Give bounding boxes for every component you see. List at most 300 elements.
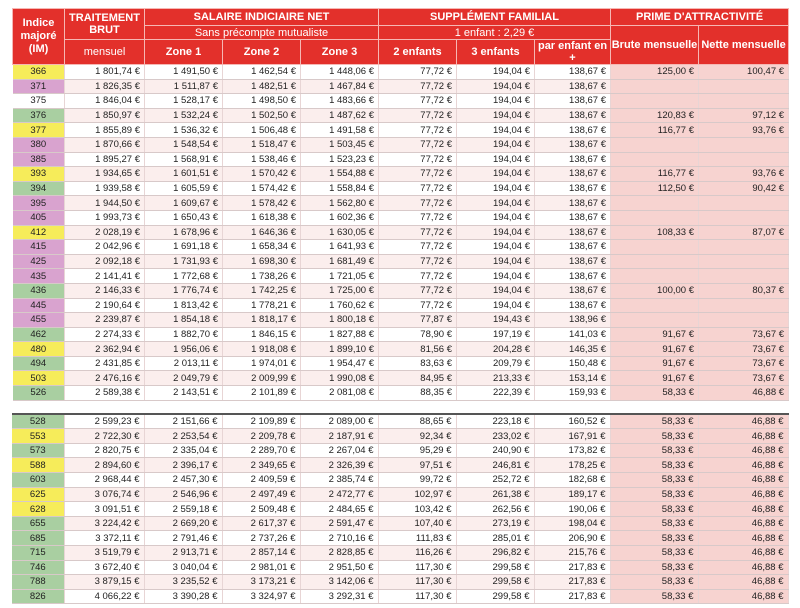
salary-table-upper — [12, 8, 789, 401]
header-salaire-sub: Sans précompte mutualiste — [145, 26, 379, 40]
table-row — [13, 313, 789, 328]
supplement-par-enfant-cell: 146,35 € — [535, 342, 611, 357]
zone3-cell: 1 491,58 € — [301, 123, 379, 138]
zone3-cell: 2 484,65 € — [300, 502, 378, 517]
supplement-3-enfants-cell: 194,04 € — [457, 181, 535, 196]
header-salaire: SALAIRE INDICIAIRE NET — [145, 9, 379, 26]
supplement-2-enfants-cell: 77,87 € — [379, 313, 457, 328]
supplement-2-enfants-cell: 116,26 € — [378, 546, 456, 561]
zone1-cell: 2 559,18 € — [144, 502, 222, 517]
prime-brute-cell: 112,50 € — [611, 181, 699, 196]
supplement-3-enfants-cell: 194,43 € — [457, 313, 535, 328]
zone1-cell: 2 396,17 € — [144, 458, 222, 473]
header-indice: Indice majoré (IM) — [13, 9, 65, 65]
zone2-cell: 2 857,14 € — [222, 546, 300, 561]
prime-brute-cell: 91,67 € — [611, 371, 699, 386]
table-row — [13, 225, 789, 240]
zone3-cell: 1 760,62 € — [301, 298, 379, 313]
prime-brute-cell: 58,33 € — [610, 443, 698, 458]
traitement-brut-cell: 2 431,85 € — [65, 356, 145, 371]
table-row — [13, 108, 789, 123]
table-row — [13, 269, 789, 284]
supplement-par-enfant-cell: 138,67 € — [535, 94, 611, 109]
supplement-2-enfants-cell: 92,34 € — [378, 429, 456, 444]
indice-cell: 553 — [12, 429, 64, 444]
zone1-cell: 2 913,71 € — [144, 546, 222, 561]
zone2-cell: 1 846,15 € — [223, 327, 301, 342]
table-row — [12, 487, 788, 502]
supplement-par-enfant-cell: 138,67 € — [535, 254, 611, 269]
indice-cell: 385 — [13, 152, 65, 167]
traitement-brut-cell: 2 820,75 € — [64, 443, 144, 458]
supplement-2-enfants-cell: 77,72 € — [379, 298, 457, 313]
supplement-3-enfants-cell: 194,04 € — [457, 65, 535, 80]
supplement-3-enfants-cell: 262,56 € — [456, 502, 534, 517]
zone2-cell: 1 658,34 € — [223, 240, 301, 255]
supplement-par-enfant-cell: 178,25 € — [534, 458, 610, 473]
table-row — [12, 458, 788, 473]
prime-nette-cell: 73,67 € — [699, 371, 789, 386]
supplement-par-enfant-cell: 206,90 € — [534, 531, 610, 546]
prime-nette-cell: 46,88 € — [698, 546, 788, 561]
zone2-cell: 1 482,51 € — [223, 79, 301, 94]
supplement-3-enfants-cell: 194,04 € — [457, 137, 535, 152]
supplement-3-enfants-cell: 194,04 € — [457, 196, 535, 211]
supplement-par-enfant-cell: 215,76 € — [534, 546, 610, 561]
traitement-brut-cell: 3 224,42 € — [64, 516, 144, 531]
indice-cell: 412 — [13, 225, 65, 240]
prime-nette-cell: 46,88 € — [698, 487, 788, 502]
header-zone2: Zone 2 — [223, 40, 301, 65]
zone2-cell: 1 462,54 € — [223, 65, 301, 80]
prime-nette-cell — [699, 94, 789, 109]
zone3-cell: 1 827,88 € — [301, 327, 379, 342]
indice-cell: 685 — [12, 531, 64, 546]
supplement-2-enfants-cell: 77,72 € — [379, 167, 457, 182]
traitement-brut-cell: 2 599,23 € — [64, 414, 144, 429]
header-par-enfant: par enfant en + — [535, 40, 611, 65]
zone1-cell: 1 491,50 € — [145, 65, 223, 80]
supplement-2-enfants-cell: 77,72 € — [379, 65, 457, 80]
table-row — [13, 181, 789, 196]
prime-nette-cell — [699, 313, 789, 328]
supplement-2-enfants-cell: 117,30 € — [378, 575, 456, 590]
supplement-3-enfants-cell: 194,04 € — [457, 254, 535, 269]
table-row — [12, 575, 788, 590]
supplement-par-enfant-cell: 198,04 € — [534, 516, 610, 531]
supplement-par-enfant-cell: 138,67 € — [535, 137, 611, 152]
supplement-3-enfants-cell: 233,02 € — [456, 429, 534, 444]
prime-brute-cell — [611, 79, 699, 94]
prime-brute-cell: 116,77 € — [611, 123, 699, 138]
prime-brute-cell — [611, 94, 699, 109]
supplement-par-enfant-cell: 138,96 € — [535, 313, 611, 328]
zone2-cell: 1 618,38 € — [223, 210, 301, 225]
zone2-cell: 1 538,46 € — [223, 152, 301, 167]
indice-cell: 494 — [13, 356, 65, 371]
zone3-cell: 1 503,45 € — [301, 137, 379, 152]
table-body-lower — [12, 414, 788, 604]
prime-nette-cell: 100,47 € — [699, 65, 789, 80]
table-row — [12, 414, 788, 429]
prime-nette-cell: 73,67 € — [699, 356, 789, 371]
indice-cell: 425 — [13, 254, 65, 269]
prime-nette-cell: 46,88 € — [698, 516, 788, 531]
supplement-3-enfants-cell: 194,04 € — [457, 152, 535, 167]
supplement-par-enfant-cell: 182,68 € — [534, 473, 610, 488]
supplement-3-enfants-cell: 299,58 € — [456, 575, 534, 590]
zone3-cell: 3 142,06 € — [300, 575, 378, 590]
supplement-2-enfants-cell: 107,40 € — [378, 516, 456, 531]
prime-nette-cell: 46,88 € — [698, 414, 788, 429]
header-brute: Brute mensuelle — [611, 26, 699, 65]
prime-brute-cell: 58,33 € — [610, 531, 698, 546]
indice-cell: 655 — [12, 516, 64, 531]
supplement-par-enfant-cell: 153,14 € — [535, 371, 611, 386]
supplement-par-enfant-cell: 160,52 € — [534, 414, 610, 429]
zone2-cell: 2 981,01 € — [222, 560, 300, 575]
table-row — [13, 342, 789, 357]
zone2-cell: 1 698,30 € — [223, 254, 301, 269]
indice-cell: 366 — [13, 65, 65, 80]
indice-cell: 628 — [12, 502, 64, 517]
prime-nette-cell: 90,42 € — [699, 181, 789, 196]
zone1-cell: 3 390,28 € — [144, 589, 222, 604]
supplement-2-enfants-cell: 77,72 € — [379, 225, 457, 240]
table-row — [12, 546, 788, 561]
header-traitement-sub: mensuel — [65, 40, 145, 65]
indice-cell: 376 — [13, 108, 65, 123]
supplement-par-enfant-cell: 167,91 € — [534, 429, 610, 444]
zone3-cell: 2 591,47 € — [300, 516, 378, 531]
prime-nette-cell: 73,67 € — [699, 327, 789, 342]
traitement-brut-cell: 1 855,89 € — [65, 123, 145, 138]
supplement-3-enfants-cell: 194,04 € — [457, 283, 535, 298]
prime-nette-cell: 97,12 € — [699, 108, 789, 123]
header-zone1: Zone 1 — [145, 40, 223, 65]
zone1-cell: 1 772,68 € — [145, 269, 223, 284]
supplement-par-enfant-cell: 217,83 € — [534, 575, 610, 590]
zone3-cell: 1 641,93 € — [301, 240, 379, 255]
supplement-2-enfants-cell: 77,72 € — [379, 181, 457, 196]
zone3-cell: 2 710,16 € — [300, 531, 378, 546]
zone3-cell: 2 472,77 € — [300, 487, 378, 502]
indice-cell: 375 — [13, 94, 65, 109]
table-row — [13, 254, 789, 269]
traitement-brut-cell: 1 895,27 € — [65, 152, 145, 167]
zone3-cell: 2 828,85 € — [300, 546, 378, 561]
supplement-par-enfant-cell: 138,67 € — [535, 298, 611, 313]
table-row — [13, 298, 789, 313]
header-supplement-sub: 1 enfant : 2,29 € — [379, 26, 611, 40]
zone1-cell: 1 536,32 € — [145, 123, 223, 138]
supplement-3-enfants-cell: 194,04 € — [457, 298, 535, 313]
supplement-3-enfants-cell: 194,04 € — [457, 240, 535, 255]
traitement-brut-cell: 2 042,96 € — [65, 240, 145, 255]
indice-cell: 480 — [13, 342, 65, 357]
zone2-cell: 2 101,89 € — [223, 386, 301, 401]
traitement-brut-cell: 2 146,33 € — [65, 283, 145, 298]
zone1-cell: 1 609,67 € — [145, 196, 223, 211]
prime-nette-cell — [699, 196, 789, 211]
prime-nette-cell: 46,88 € — [698, 589, 788, 604]
supplement-par-enfant-cell: 138,67 € — [535, 79, 611, 94]
prime-nette-cell: 46,88 € — [698, 458, 788, 473]
indice-cell: 436 — [13, 283, 65, 298]
traitement-brut-cell: 3 519,79 € — [64, 546, 144, 561]
table-row — [13, 152, 789, 167]
prime-nette-cell — [699, 137, 789, 152]
zone3-cell: 2 385,74 € — [300, 473, 378, 488]
indice-cell: 788 — [12, 575, 64, 590]
indice-cell: 380 — [13, 137, 65, 152]
prime-brute-cell: 91,67 € — [611, 356, 699, 371]
supplement-3-enfants-cell: 197,19 € — [457, 327, 535, 342]
supplement-2-enfants-cell: 77,72 € — [379, 196, 457, 211]
indice-cell: 573 — [12, 443, 64, 458]
zone2-cell: 2 289,70 € — [222, 443, 300, 458]
table-row — [13, 210, 789, 225]
traitement-brut-cell: 3 879,15 € — [64, 575, 144, 590]
table-row — [13, 371, 789, 386]
zone1-cell: 1 776,74 € — [145, 283, 223, 298]
zone1-cell: 1 854,18 € — [145, 313, 223, 328]
supplement-3-enfants-cell: 194,04 € — [457, 167, 535, 182]
zone1-cell: 3 040,04 € — [144, 560, 222, 575]
prime-brute-cell: 91,67 € — [611, 342, 699, 357]
prime-nette-cell — [699, 298, 789, 313]
zone2-cell: 2 209,78 € — [222, 429, 300, 444]
traitement-brut-cell: 1 944,50 € — [65, 196, 145, 211]
zone2-cell: 1 918,08 € — [223, 342, 301, 357]
zone1-cell: 2 049,79 € — [145, 371, 223, 386]
zone2-cell: 1 506,48 € — [223, 123, 301, 138]
indice-cell: 395 — [13, 196, 65, 211]
table-row — [13, 137, 789, 152]
zone3-cell: 1 487,62 € — [301, 108, 379, 123]
supplement-par-enfant-cell: 138,67 € — [535, 240, 611, 255]
prime-nette-cell — [699, 210, 789, 225]
supplement-par-enfant-cell: 217,83 € — [534, 589, 610, 604]
zone2-cell: 2 349,65 € — [222, 458, 300, 473]
zone1-cell: 1 678,96 € — [145, 225, 223, 240]
traitement-brut-cell: 1 850,97 € — [65, 108, 145, 123]
indice-cell: 462 — [13, 327, 65, 342]
prime-nette-cell: 73,67 € — [699, 342, 789, 357]
zone2-cell: 2 109,89 € — [222, 414, 300, 429]
zone1-cell: 1 691,18 € — [145, 240, 223, 255]
supplement-par-enfant-cell: 138,67 € — [535, 225, 611, 240]
supplement-par-enfant-cell: 138,67 € — [535, 181, 611, 196]
prime-nette-cell — [699, 254, 789, 269]
zone1-cell: 2 143,51 € — [145, 386, 223, 401]
zone1-cell: 1 956,06 € — [145, 342, 223, 357]
zone2-cell: 1 742,25 € — [223, 283, 301, 298]
header-zone3: Zone 3 — [301, 40, 379, 65]
prime-brute-cell — [611, 240, 699, 255]
zone2-cell: 2 009,99 € — [223, 371, 301, 386]
zone3-cell: 1 558,84 € — [301, 181, 379, 196]
header-supplement: SUPPLÉMENT FAMILIAL — [379, 9, 611, 26]
supplement-2-enfants-cell: 77,72 € — [379, 79, 457, 94]
zone2-cell: 1 578,42 € — [223, 196, 301, 211]
prime-nette-cell: 46,88 € — [698, 473, 788, 488]
supplement-par-enfant-cell: 141,03 € — [535, 327, 611, 342]
traitement-brut-cell: 1 801,74 € — [65, 65, 145, 80]
table-row — [13, 327, 789, 342]
supplement-3-enfants-cell: 285,01 € — [456, 531, 534, 546]
traitement-brut-cell: 2 092,18 € — [65, 254, 145, 269]
supplement-2-enfants-cell: 77,72 € — [379, 94, 457, 109]
indice-cell: 526 — [13, 386, 65, 401]
traitement-brut-cell: 2 476,16 € — [65, 371, 145, 386]
supplement-par-enfant-cell: 138,67 € — [535, 65, 611, 80]
traitement-brut-cell: 4 066,22 € — [64, 589, 144, 604]
supplement-2-enfants-cell: 88,35 € — [379, 386, 457, 401]
zone2-cell: 3 173,21 € — [222, 575, 300, 590]
prime-nette-cell: 46,88 € — [698, 560, 788, 575]
supplement-3-enfants-cell: 252,72 € — [456, 473, 534, 488]
prime-brute-cell — [611, 210, 699, 225]
prime-brute-cell: 58,33 € — [610, 546, 698, 561]
prime-brute-cell — [611, 298, 699, 313]
zone3-cell: 1 800,18 € — [301, 313, 379, 328]
prime-nette-cell — [699, 269, 789, 284]
prime-brute-cell — [611, 269, 699, 284]
zone3-cell: 1 954,47 € — [301, 356, 379, 371]
zone3-cell: 2 326,39 € — [300, 458, 378, 473]
prime-brute-cell — [611, 254, 699, 269]
supplement-2-enfants-cell: 78,90 € — [379, 327, 457, 342]
supplement-2-enfants-cell: 77,72 € — [379, 254, 457, 269]
zone3-cell: 1 554,88 € — [301, 167, 379, 182]
traitement-brut-cell: 3 076,74 € — [64, 487, 144, 502]
indice-cell: 625 — [12, 487, 64, 502]
table-row — [13, 196, 789, 211]
traitement-brut-cell: 1 870,66 € — [65, 137, 145, 152]
zone2-cell: 1 502,50 € — [223, 108, 301, 123]
supplement-2-enfants-cell: 99,72 € — [378, 473, 456, 488]
prime-nette-cell — [699, 79, 789, 94]
supplement-par-enfant-cell: 138,67 € — [535, 123, 611, 138]
supplement-2-enfants-cell: 117,30 € — [378, 560, 456, 575]
zone2-cell: 2 497,49 € — [222, 487, 300, 502]
zone1-cell: 2 253,54 € — [144, 429, 222, 444]
traitement-brut-cell: 2 239,87 € — [65, 313, 145, 328]
traitement-brut-cell: 3 672,40 € — [64, 560, 144, 575]
supplement-par-enfant-cell: 138,67 € — [535, 210, 611, 225]
zone1-cell: 1 568,91 € — [145, 152, 223, 167]
supplement-2-enfants-cell: 83,63 € — [379, 356, 457, 371]
supplement-3-enfants-cell: 213,33 € — [457, 371, 535, 386]
indice-cell: 393 — [13, 167, 65, 182]
supplement-par-enfant-cell: 159,93 € — [535, 386, 611, 401]
zone3-cell: 1 899,10 € — [301, 342, 379, 357]
prime-nette-cell: 46,88 € — [698, 531, 788, 546]
zone3-cell: 1 448,06 € — [301, 65, 379, 80]
prime-brute-cell: 116,77 € — [611, 167, 699, 182]
supplement-3-enfants-cell: 194,04 € — [457, 79, 535, 94]
supplement-2-enfants-cell: 103,42 € — [378, 502, 456, 517]
table-row — [13, 283, 789, 298]
prime-nette-cell: 46,88 € — [698, 502, 788, 517]
supplement-3-enfants-cell: 194,04 € — [457, 225, 535, 240]
supplement-par-enfant-cell: 150,48 € — [535, 356, 611, 371]
prime-nette-cell: 87,07 € — [699, 225, 789, 240]
supplement-3-enfants-cell: 246,81 € — [456, 458, 534, 473]
traitement-brut-cell: 1 846,04 € — [65, 94, 145, 109]
indice-cell: 377 — [13, 123, 65, 138]
prime-brute-cell: 58,33 € — [610, 575, 698, 590]
supplement-3-enfants-cell: 273,19 € — [456, 516, 534, 531]
table-row — [13, 386, 789, 401]
indice-cell: 435 — [13, 269, 65, 284]
supplement-2-enfants-cell: 77,72 € — [379, 283, 457, 298]
prime-nette-cell — [699, 240, 789, 255]
supplement-3-enfants-cell: 296,82 € — [456, 546, 534, 561]
prime-brute-cell: 58,33 € — [610, 458, 698, 473]
salary-table-lower — [12, 413, 789, 605]
zone3-cell: 1 990,08 € — [301, 371, 379, 386]
indice-cell: 455 — [13, 313, 65, 328]
table-row — [13, 167, 789, 182]
table-body-upper — [13, 65, 789, 401]
header-2-enfants: 2 enfants — [379, 40, 457, 65]
supplement-2-enfants-cell: 81,56 € — [379, 342, 457, 357]
table-row — [12, 531, 788, 546]
zone3-cell: 1 523,23 € — [301, 152, 379, 167]
supplement-par-enfant-cell: 138,67 € — [535, 108, 611, 123]
zone1-cell: 1 731,93 € — [145, 254, 223, 269]
supplement-2-enfants-cell: 117,30 € — [378, 589, 456, 604]
supplement-3-enfants-cell: 194,04 € — [457, 94, 535, 109]
zone1-cell: 1 548,54 € — [145, 137, 223, 152]
zone3-cell: 2 267,04 € — [300, 443, 378, 458]
table-row — [13, 356, 789, 371]
table-row — [12, 473, 788, 488]
prime-brute-cell: 58,33 € — [610, 487, 698, 502]
prime-brute-cell: 125,00 € — [611, 65, 699, 80]
supplement-3-enfants-cell: 194,04 € — [457, 108, 535, 123]
zone3-cell: 2 089,00 € — [300, 414, 378, 429]
supplement-3-enfants-cell: 261,38 € — [456, 487, 534, 502]
prime-brute-cell: 58,33 € — [610, 502, 698, 517]
traitement-brut-cell: 3 091,51 € — [64, 502, 144, 517]
zone2-cell: 2 509,48 € — [222, 502, 300, 517]
table-row — [12, 589, 788, 604]
prime-brute-cell: 120,83 € — [611, 108, 699, 123]
supplement-3-enfants-cell: 209,79 € — [457, 356, 535, 371]
traitement-brut-cell: 2 190,64 € — [65, 298, 145, 313]
supplement-par-enfant-cell: 138,67 € — [535, 196, 611, 211]
supplement-par-enfant-cell: 138,67 € — [535, 283, 611, 298]
header-traitement: TRAITEMENT BRUT — [65, 9, 145, 40]
traitement-brut-cell: 2 968,44 € — [64, 473, 144, 488]
zone2-cell: 1 498,50 € — [223, 94, 301, 109]
supplement-2-enfants-cell: 77,72 € — [379, 152, 457, 167]
zone2-cell: 1 778,21 € — [223, 298, 301, 313]
zone2-cell: 3 324,97 € — [222, 589, 300, 604]
zone1-cell: 3 235,52 € — [144, 575, 222, 590]
table-row — [13, 79, 789, 94]
zone1-cell: 1 528,17 € — [145, 94, 223, 109]
supplement-2-enfants-cell: 77,72 € — [379, 137, 457, 152]
zone2-cell: 2 737,26 € — [222, 531, 300, 546]
supplement-2-enfants-cell: 102,97 € — [378, 487, 456, 502]
supplement-2-enfants-cell: 88,65 € — [378, 414, 456, 429]
salary-grid — [12, 8, 788, 604]
table-row — [12, 443, 788, 458]
